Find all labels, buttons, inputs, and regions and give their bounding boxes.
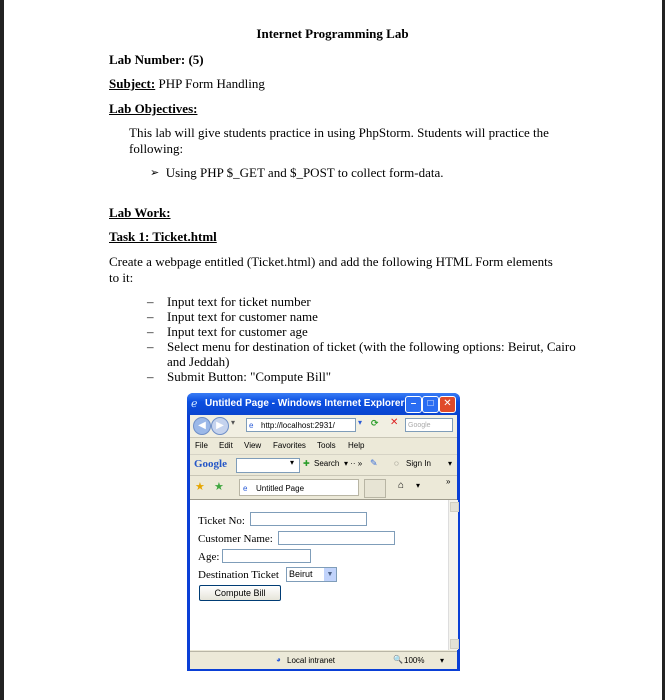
menu-tools[interactable]: Tools xyxy=(317,441,336,450)
lab-work-heading: Lab Work: xyxy=(109,205,171,220)
sign-in-icon[interactable]: ◌ xyxy=(394,459,399,468)
destination-label: Destination Ticket xyxy=(198,569,279,581)
google-dropdown-icon[interactable]: ▾ xyxy=(290,458,295,467)
age-input[interactable] xyxy=(222,549,311,563)
objective-bullet xyxy=(150,165,444,181)
task-text xyxy=(109,254,553,286)
menu-help[interactable]: Help xyxy=(348,441,365,450)
ticket-number-input[interactable] xyxy=(250,512,367,526)
refresh-icon[interactable]: ⟳ xyxy=(371,418,379,428)
page-icon: e xyxy=(249,421,254,430)
favorites-bar xyxy=(190,475,457,500)
requirements-list xyxy=(147,294,587,384)
intranet-icon: ◕ xyxy=(276,655,281,664)
list-item: – Input text for customer age xyxy=(147,324,308,339)
minimize-icon[interactable]: – xyxy=(405,396,422,413)
search-icon[interactable]: ✚ xyxy=(303,459,310,468)
zoom-icon: 🔍 xyxy=(393,655,403,664)
customer-name-input[interactable] xyxy=(278,531,395,545)
task-heading: Task 1: Ticket.html xyxy=(109,229,217,244)
home-dropdown-icon[interactable]: ▾ xyxy=(416,481,421,490)
search-box[interactable]: Google xyxy=(405,418,453,432)
scroll-down-icon[interactable] xyxy=(450,639,459,649)
subject-line xyxy=(109,76,265,92)
status-bar xyxy=(190,651,457,669)
favorites-star-icon[interactable]: ★ xyxy=(195,481,205,493)
menu-edit[interactable]: Edit xyxy=(219,441,233,450)
google-logo: Google xyxy=(194,458,227,470)
objective-bullet-text: Using PHP $_GET and $_POST to collect form-data. xyxy=(165,165,444,180)
vertical-scrollbar[interactable] xyxy=(448,500,458,650)
menu-view[interactable]: View xyxy=(244,441,262,450)
google-toolbar xyxy=(190,454,457,476)
list-item: – Input text for customer name xyxy=(147,309,318,324)
home-icon[interactable]: ⌂ xyxy=(398,480,405,491)
browser-chrome xyxy=(190,415,457,668)
address-dropdown-icon[interactable]: ▾ xyxy=(358,418,363,427)
sign-in-dropdown-icon[interactable]: ▾ xyxy=(448,459,453,468)
stop-icon[interactable]: ✕ xyxy=(390,417,399,428)
history-dropdown-icon[interactable]: ▾ xyxy=(231,418,236,427)
sign-in-button[interactable]: Sign In xyxy=(406,459,431,468)
google-search-button[interactable]: Search xyxy=(314,459,340,468)
zoom-dropdown-icon[interactable]: ▾ xyxy=(440,656,445,665)
security-zone: Local intranet xyxy=(287,656,336,665)
objectives-heading: Lab Objectives: xyxy=(109,101,198,116)
page-content xyxy=(190,500,448,650)
objectives-text-line-1: This lab will give students practice in using PhpStorm. Students will practice the xyxy=(129,125,549,140)
arrow-bullet-icon: ➢ xyxy=(150,167,160,179)
subject-label: Subject: xyxy=(109,76,156,91)
list-item: – Select menu for destination of ticket (with the following options: Beirut, Cairo and Jeddah) xyxy=(147,339,576,369)
more-icon[interactable]: ▾ ·· » xyxy=(344,459,363,468)
select-dropdown-icon: ▼ xyxy=(324,568,336,581)
age-label: Age: xyxy=(198,551,220,563)
compute-bill-button[interactable]: Compute Bill xyxy=(199,585,281,601)
forward-icon[interactable]: ▶ xyxy=(211,417,229,435)
menu-file[interactable]: File xyxy=(195,441,208,450)
browser-titlebar xyxy=(187,393,460,415)
subject-value: PHP Form Handling xyxy=(155,76,265,91)
tab-untitled-page[interactable]: e Untitled Page xyxy=(239,479,359,496)
objectives-text-line-2: following: xyxy=(129,141,184,156)
back-icon[interactable]: ◀ xyxy=(193,417,211,435)
task-text-line-2: to it: xyxy=(109,270,134,285)
ie-logo-icon: ℯ xyxy=(191,398,198,410)
address-input[interactable]: e http://localhost:2931/ xyxy=(246,418,356,432)
new-tab-button[interactable] xyxy=(364,479,386,498)
pencil-icon[interactable]: ✎ xyxy=(370,458,378,468)
objectives-text xyxy=(129,125,549,157)
destination-select[interactable]: Beirut ▼ xyxy=(286,567,337,582)
list-item: – Input text for ticket number xyxy=(147,294,311,309)
page-border-left xyxy=(0,0,4,700)
menu-favorites[interactable]: Favorites xyxy=(273,441,306,450)
add-favorite-icon[interactable]: ★ xyxy=(214,481,224,493)
browser-window-title: Untitled Page - Windows Internet Explorer xyxy=(205,398,405,409)
maximize-icon[interactable]: □ xyxy=(422,396,439,413)
tab-page-icon: e xyxy=(243,484,248,493)
document-title: Internet Programming Lab xyxy=(256,26,409,41)
list-item: – Submit Button: "Compute Bill" xyxy=(147,369,332,384)
scroll-up-icon[interactable] xyxy=(450,502,459,512)
menu-bar xyxy=(190,438,457,454)
address-bar xyxy=(190,415,457,438)
browser-window xyxy=(187,393,460,671)
zoom-level[interactable]: 100% xyxy=(404,656,425,665)
ticket-label: Ticket No: xyxy=(198,515,245,527)
task-text-line-1: Create a webpage entitled (Ticket.html) and add the following HTML Form elements xyxy=(109,254,553,269)
close-icon[interactable]: ✕ xyxy=(439,396,456,413)
chevron-right-icon[interactable]: » xyxy=(446,477,451,486)
customer-label: Customer Name: xyxy=(198,533,273,545)
lab-number: Lab Number: (5) xyxy=(109,52,204,67)
